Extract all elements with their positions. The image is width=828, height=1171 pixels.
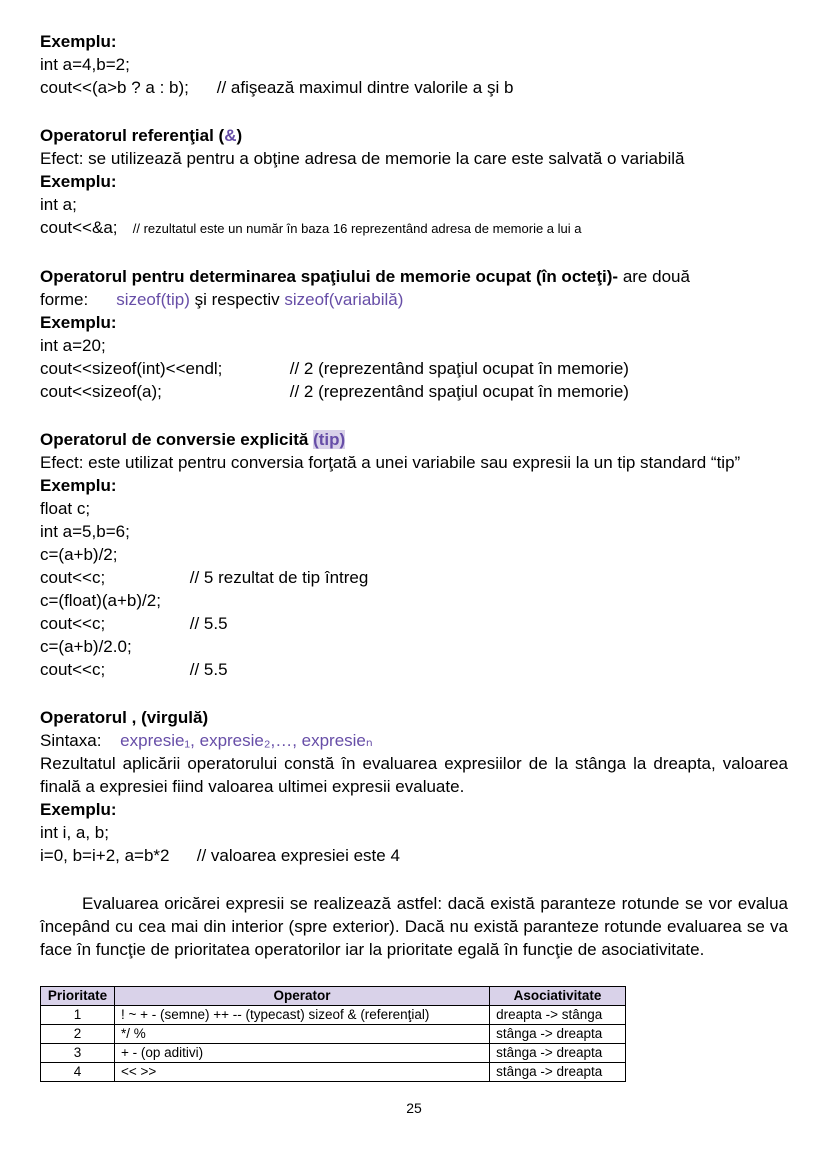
code-comment: // 5.5 — [189, 614, 228, 633]
priority-table — [40, 986, 626, 1082]
tip-highlight: (tip) — [313, 430, 346, 449]
code-line: int a=4,b=2; — [40, 55, 130, 74]
page-number: 25 — [406, 1100, 422, 1116]
header-asociativitate: Asociativitate — [490, 987, 626, 1006]
header-prioritate: Prioritate — [41, 987, 115, 1006]
cell-asociativitate: dreapta -> stânga — [490, 1006, 626, 1025]
priority-table-body — [41, 1006, 626, 1082]
exemplu-heading: Exemplu: — [40, 800, 117, 819]
code-text: cout<<(a>b ? a : b); — [40, 78, 189, 97]
code-text: cout<<sizeof(int)<<endl; — [40, 359, 223, 378]
efect-text: Efect: se utilizează pentru a obţine adresa de memorie la care este salvată o variabilă — [40, 149, 685, 168]
code-line — [40, 76, 788, 99]
header-operator: Operator — [114, 987, 489, 1006]
code-comment: // 5.5 — [189, 660, 228, 679]
code-line: c=(float)(a+b)/2; — [40, 591, 161, 610]
cell-prioritate: 2 — [41, 1025, 115, 1044]
cell-prioritate: 4 — [41, 1063, 115, 1082]
table-row — [41, 1063, 626, 1082]
exemplu-heading: Exemplu: — [40, 172, 117, 191]
table-header-row — [41, 987, 626, 1006]
section-heading: Operatorul , (virgulă) — [40, 708, 209, 727]
heading-text-normal: are două — [618, 267, 690, 286]
heading-symbol: & — [224, 126, 237, 145]
cell-operator: ! ~ + - (semne) ++ -- (typecast) sizeof & (referenţial) — [114, 1006, 489, 1025]
sizeof-tip-code: sizeof(tip) — [116, 290, 190, 309]
heading-text: Operatorul de conversie explicită — [40, 430, 309, 449]
code-line — [40, 844, 788, 867]
code-text: cout<<c; — [40, 660, 106, 679]
heading-text: Operatorul referenţial ( — [40, 126, 225, 145]
body-text: Rezultatul aplicării operatorului constă în evaluarea expresiilor de la stânga la dreapta, valoarea finală a expresiei fiind valoarea ultimei expresii evaluate. — [40, 754, 788, 796]
code-text: i=0, b=i+2, a=b*2 — [40, 846, 170, 865]
table-row — [41, 1006, 626, 1025]
exemplu-heading: Exemplu: — [40, 32, 117, 51]
cell-prioritate: 3 — [41, 1044, 115, 1063]
code-line — [40, 216, 788, 240]
sintaxa-value: expresie₁, expresie₂,…, expresieₙ — [120, 731, 373, 750]
sizeof-variabila-code: sizeof(variabilă) — [284, 290, 404, 309]
forme-label: forme: — [40, 290, 89, 309]
code-line: c=(a+b)/2.0; — [40, 637, 132, 656]
code-comment: // valoarea expresiei este 4 — [196, 846, 400, 865]
code-line: int a; — [40, 195, 77, 214]
conjunction-text: şi respectiv — [189, 290, 285, 309]
cell-operator: + - (op aditivi) — [114, 1044, 489, 1063]
cell-operator: */ % — [114, 1025, 489, 1044]
code-text: cout<<c; — [40, 568, 106, 587]
closing-paragraph: Evaluarea oricărei expresii se realizează astfel: dacă există paranteze rotunde se vor evalua începând cu cea mai din interior (spre exterior). Dacă nu există paranteze rotunde evaluarea se va face în funcţie de prioritatea operatorilor iar la prioritate egală în funcţie de asociativitate. — [40, 894, 788, 959]
code-line — [40, 357, 788, 380]
code-line — [40, 612, 788, 635]
priority-table-head — [41, 987, 626, 1006]
section-operator-typecast — [40, 428, 788, 681]
cell-asociativitate: stânga -> dreapta — [490, 1025, 626, 1044]
code-line: int i, a, b; — [40, 823, 109, 842]
code-line: c=(a+b)/2; — [40, 545, 118, 564]
code-line: int a=20; — [40, 336, 106, 355]
efect-text: Efect: este utilizat pentru conversia forţată a unei variabile sau expresii la un tip standard “tip” — [40, 453, 741, 472]
section-heading — [40, 265, 788, 288]
cell-asociativitate: stânga -> dreapta — [490, 1044, 626, 1063]
section-operator-comma — [40, 706, 788, 867]
section-heading — [40, 124, 788, 147]
code-text: cout<<c; — [40, 614, 106, 633]
cell-asociativitate: stânga -> dreapta — [490, 1063, 626, 1082]
table-row — [41, 1025, 626, 1044]
code-comment: // 5 rezultat de tip întreg — [189, 568, 369, 587]
sintaxa-line — [40, 729, 788, 752]
code-comment: // 2 (reprezentând spaţiul ocupat în memorie) — [289, 382, 629, 401]
table-row — [41, 1044, 626, 1063]
code-line — [40, 380, 788, 403]
section-heading — [40, 428, 788, 451]
exemplu-heading: Exemplu: — [40, 313, 117, 332]
heading-text: Operatorul pentru determinarea spaţiului de memorie ocupat (în octeţi)- — [40, 267, 619, 286]
code-text: cout<<&a; — [40, 218, 118, 237]
exemplu-heading: Exemplu: — [40, 476, 117, 495]
heading-continuation — [40, 288, 788, 311]
code-text: cout<<sizeof(a); — [40, 382, 162, 401]
code-line — [40, 566, 788, 589]
cell-operator: << >> — [114, 1063, 489, 1082]
code-line: int a=5,b=6; — [40, 522, 130, 541]
code-line — [40, 658, 788, 681]
code-comment: // 2 (reprezentând spaţiul ocupat în memorie) — [289, 359, 629, 378]
section-operator-sizeof — [40, 265, 788, 403]
cell-prioritate: 1 — [41, 1006, 115, 1025]
code-line: float c; — [40, 499, 91, 518]
section-ternary-example — [40, 30, 788, 99]
heading-text: ) — [236, 126, 243, 145]
section-operator-referential — [40, 124, 788, 240]
sintaxa-label: Sintaxa: — [40, 731, 102, 750]
code-comment: // rezultatul este un număr în baza 16 reprezentând adresa de memorie a lui a — [132, 221, 582, 236]
code-comment: // afişează maximul dintre valorile a şi b — [216, 78, 514, 97]
